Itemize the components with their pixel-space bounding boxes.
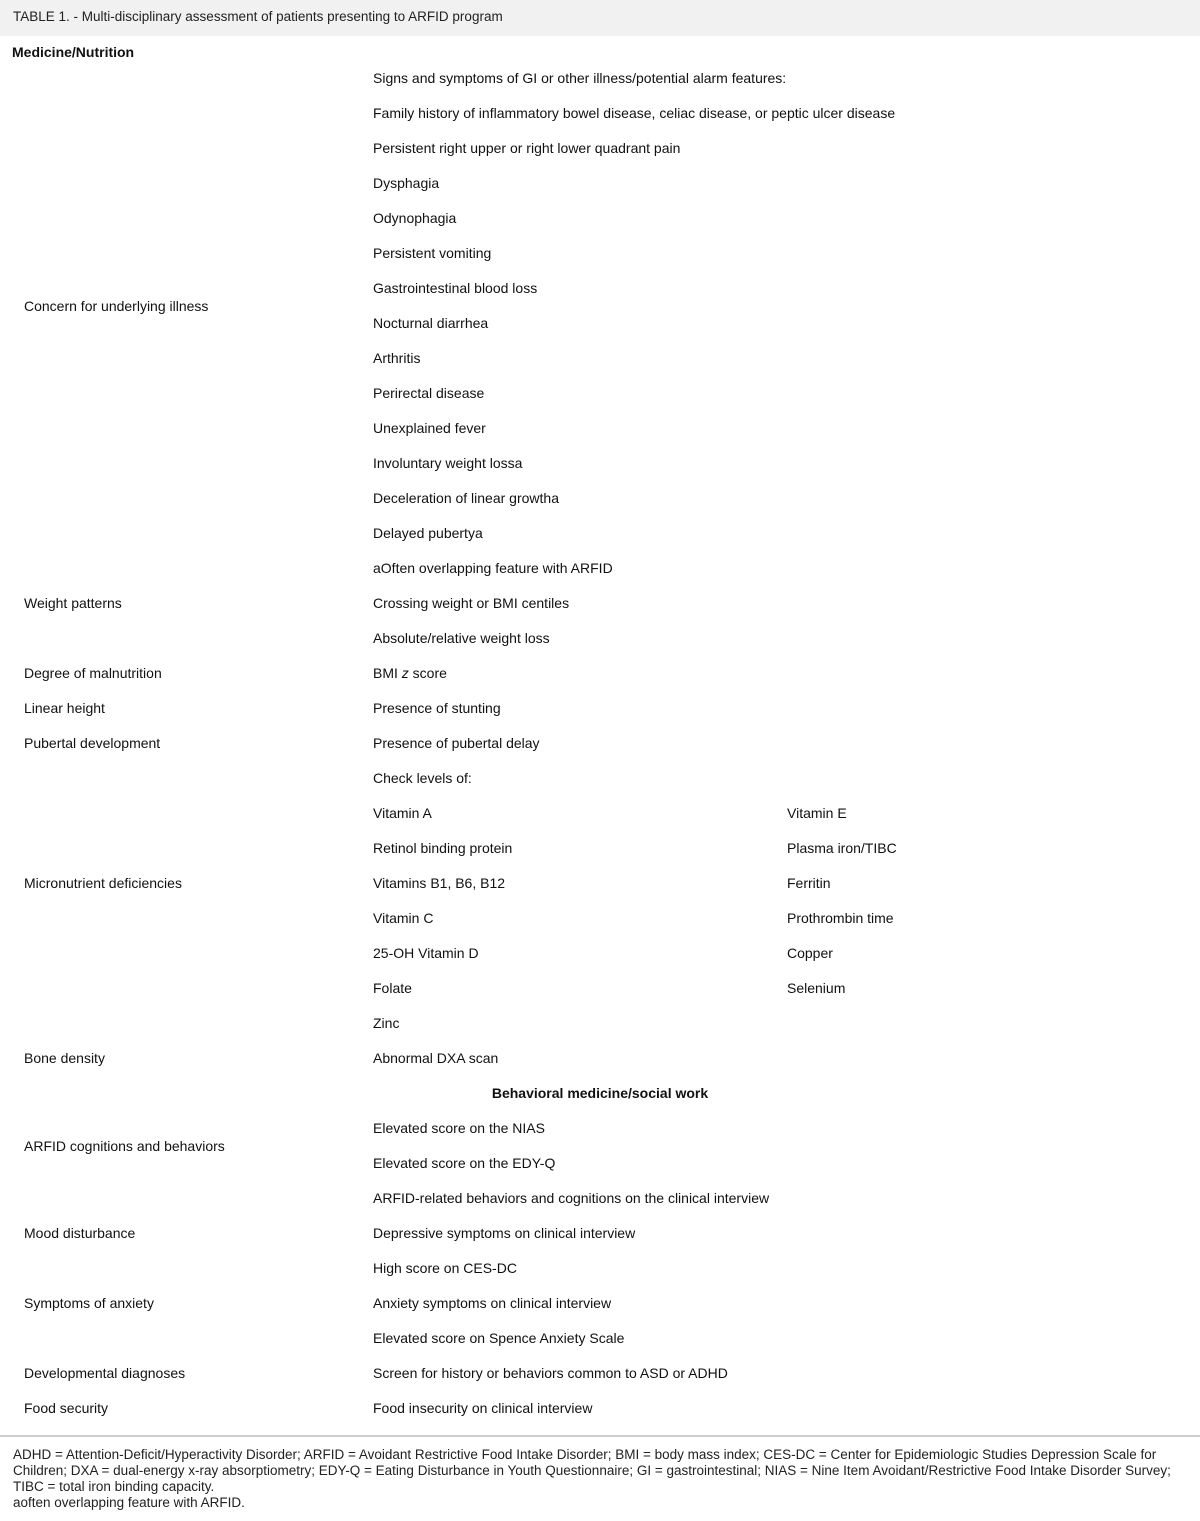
table-row [0,175,1200,210]
mood-item: Depressive symptoms on clinical interview [373,1225,636,1241]
malnutrition-prefix: BMI [373,665,398,681]
table-row [0,945,1200,980]
concern-item: Persistent vomiting [373,245,492,261]
footnote-note: aoften overlapping feature with ARFID. [13,1495,245,1510]
micro-right-item: Copper [787,945,833,961]
table-row [0,140,1200,175]
table-row [0,700,1200,735]
malnutrition-suffix: score [412,665,447,681]
table-row [0,735,1200,770]
table-row [0,560,1200,595]
concern-item: Signs and symptoms of GI or other illness/potential alarm features: [373,70,787,86]
mood-item: High score on CES-DC [373,1260,517,1276]
food-item: Food insecurity on clinical interview [373,1400,593,1416]
table-row [0,280,1200,315]
row-label-anxiety: Symptoms of anxiety [24,1295,154,1311]
row-label-height: Linear height [24,700,105,716]
pubertal-item: Presence of pubertal delay [373,735,540,751]
table-row [0,490,1200,525]
table-row [0,875,1200,910]
concern-item: Gastrointestinal blood loss [373,280,538,296]
micro-right-item: Selenium [787,980,846,996]
section-heading-behavioral: Behavioral medicine/social work [491,1085,709,1101]
table-row [0,455,1200,490]
anxiety-item: Elevated score on Spence Anxiety Scale [373,1330,625,1346]
concern-item: Perirectal disease [373,385,485,401]
footnote-divider [0,1435,1200,1437]
concern-item: Family history of inflammatory bowel disease, celiac disease, or peptic ulcer disease [373,105,896,121]
weight-item: Crossing weight or BMI centiles [373,595,570,611]
micro-right-item: Vitamin E [787,805,847,821]
table-row [0,350,1200,385]
row-label-mood: Mood disturbance [24,1225,136,1241]
table-row [0,1050,1200,1085]
arfid-item: ARFID-related behaviors and cognitions on the clinical interview [373,1190,770,1206]
table-row [0,385,1200,420]
micro-left-item: Vitamin C [373,910,434,926]
micro-left-item: 25-OH Vitamin D [373,945,479,961]
table-row [0,1295,1200,1330]
row-label-malnutrition: Degree of malnutrition [24,665,162,681]
section-heading-medicine: Medicine/Nutrition [12,44,135,60]
arfid-item: Elevated score on the EDY-Q [373,1155,556,1171]
concern-item: Unexplained fever [373,420,486,436]
table-row [0,105,1200,140]
concern-item: Dysphagia [373,175,440,191]
micro-right-item: Ferritin [787,875,831,891]
micro-left-item: Folate [373,980,412,996]
table-row [0,840,1200,875]
table-row [0,1260,1200,1295]
table-row [0,980,1200,1015]
row-label-food: Food security [24,1400,109,1416]
table-row [0,1155,1200,1190]
bone-item: Abnormal DXA scan [373,1050,499,1066]
row-label-arfid: ARFID cognitions and behaviors [24,1138,225,1154]
concern-item: Nocturnal diarrhea [373,315,489,331]
table-row [0,420,1200,455]
micro-left-item: Retinol binding protein [373,840,513,856]
micro-right-item: Prothrombin time [787,910,894,926]
developmental-item: Screen for history or behaviors common to ASD or ADHD [373,1365,728,1381]
row-label-weight: Weight patterns [24,595,122,611]
table-footnote [13,1447,1188,1511]
table-row [0,1400,1200,1435]
row-label-bone: Bone density [24,1050,105,1066]
micro-check: Check levels of: [373,770,472,786]
row-label-micronutrient: Micronutrient deficiencies [24,875,182,891]
concern-item: Involuntary weight lossa [373,455,523,471]
concern-item: Delayed pubertya [373,525,483,541]
concern-item: Deceleration of linear growtha [373,490,559,506]
table-caption: TABLE 1. - Multi-disciplinary assessment of patients presenting to ARFID program [0,0,1200,36]
table-row [0,210,1200,245]
micro-left-item: Vitamins B1, B6, B12 [373,875,506,891]
micro-left-item: Vitamin A [373,805,432,821]
weight-item: Absolute/relative weight loss [373,630,550,646]
concern-item: aOften overlapping feature with ARFID [373,560,613,576]
table-row [0,1015,1200,1050]
row-label-developmental: Developmental diagnoses [24,1365,186,1381]
table-row [0,595,1200,630]
anxiety-item: Anxiety symptoms on clinical interview [373,1295,612,1311]
table-row [0,315,1200,350]
micro-left-item: Zinc [373,1015,400,1031]
table-row [0,1225,1200,1260]
table-row [0,805,1200,840]
concern-item: Odynophagia [373,210,457,226]
table-row [0,1365,1200,1400]
row-label-pubertal: Pubertal development [24,735,161,751]
malnutrition-italic: z [401,665,409,681]
arfid-item: Elevated score on the NIAS [373,1120,545,1136]
table-row [0,525,1200,560]
table-row [0,910,1200,945]
table-row [0,70,1200,105]
table-row [0,770,1200,805]
table-row [0,665,1200,700]
row-label-concern: Concern for underlying illness [24,298,209,314]
table-row [0,245,1200,280]
concern-item: Arthritis [373,350,421,366]
malnutrition-item [373,665,447,681]
footnote-abbreviations: ADHD = Attention-Deficit/Hyperactivity Disorder; ARFID = Avoidant Restrictive Food Intake Disorder; BMI = body mass index; CES-DC = Center for Epidemiologic Studies Depression Scale for Children; DXA = dual-energy x-ray absorptiometry; EDY-Q = Eating Disturbance in Youth Questionnaire; GI = gastrointestinal; NIAS = Nine Item Avoidant/Restrictive Food Intake Disorder Survey; TIBC = total iron binding capacity. [13,1447,1171,1494]
concern-item: Persistent right upper or right lower quadrant pain [373,140,681,156]
table-row [0,1190,1200,1225]
micro-right-item: Plasma iron/TIBC [787,840,897,856]
table-row [0,630,1200,665]
table-row [0,1330,1200,1365]
table-row [0,1120,1200,1155]
height-item: Presence of stunting [373,700,501,716]
